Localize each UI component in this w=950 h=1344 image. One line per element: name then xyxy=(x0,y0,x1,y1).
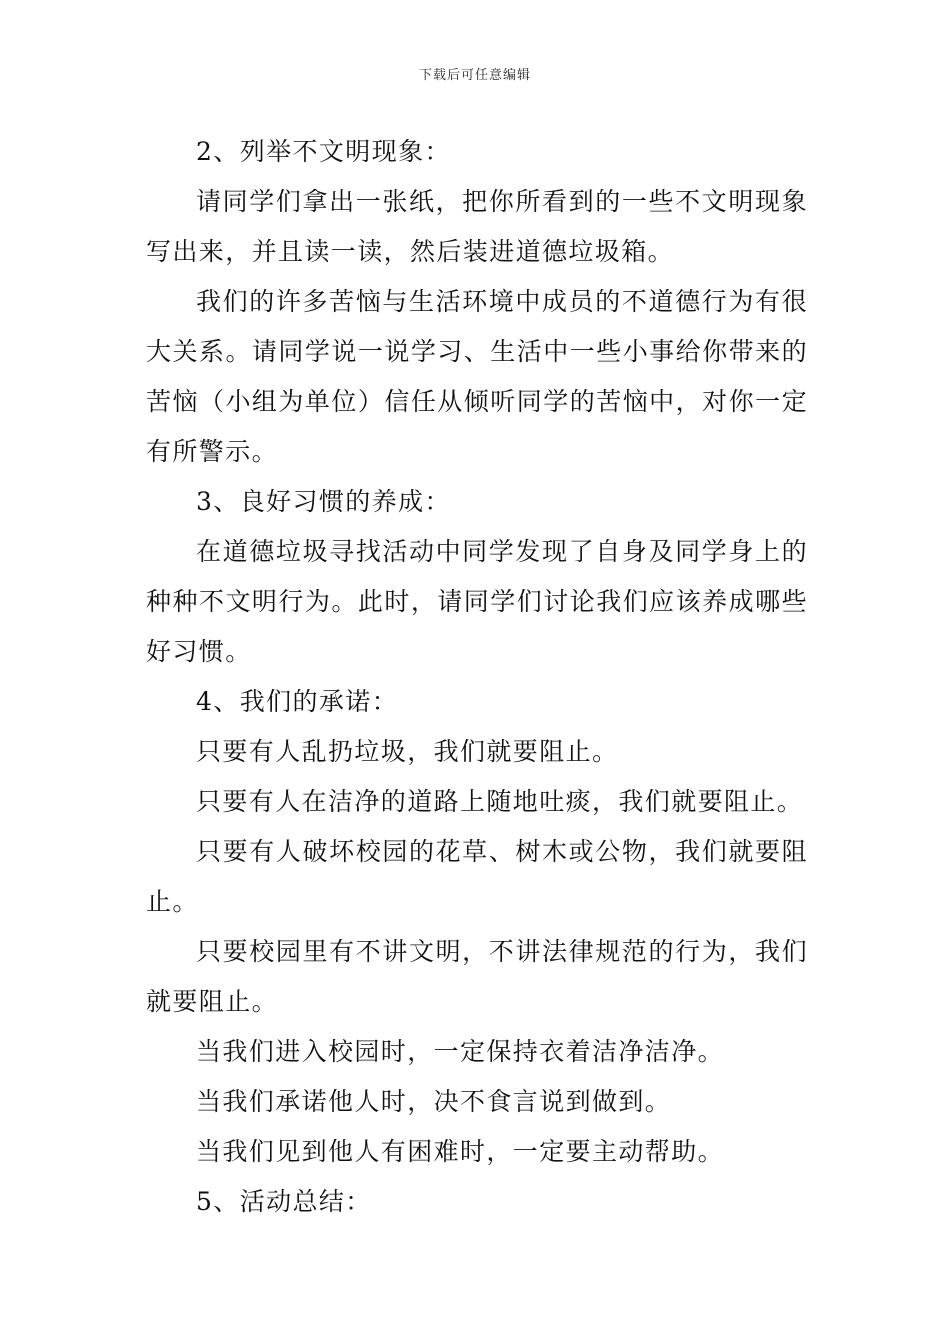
promise-line: 只要有人乱扔垃圾，我们就要阻止。 xyxy=(196,737,619,766)
section-heading-5: 5、活动总结： xyxy=(196,1187,372,1216)
promise-line: 当我们承诺他人时，决不食言说到做到。 xyxy=(196,1087,672,1116)
promise-line: 只要有人破坏校园的花草、树木或公物，我们就要阻止。 xyxy=(146,837,808,916)
section-heading-4: 4、我们的承诺： xyxy=(196,687,399,716)
document-body xyxy=(146,127,808,1227)
page-header: 下载后可任意编辑 xyxy=(418,68,531,83)
promise-line: 只要校园里有不讲文明，不讲法律规范的行为，我们就要阻止。 xyxy=(146,937,808,1016)
promise-line: 只要有人在洁净的道路上随地吐痰，我们就要阻止。 xyxy=(196,787,804,816)
section-heading-2: 2、列举不文明现象： xyxy=(196,137,451,166)
paragraph: 请同学们拿出一张纸，把你所看到的一些不文明现象写出来，并且读一读，然后装进道德垃圾箱。 xyxy=(146,187,808,266)
section-heading-3: 3、良好习惯的养成： xyxy=(196,487,451,516)
paragraph: 在道德垃圾寻找活动中同学发现了自身及同学身上的种种不文明行为。此时，请同学们讨论我们应该养成哪些好习惯。 xyxy=(146,537,808,666)
paragraph: 我们的许多苦恼与生活环境中成员的不道德行为有很大关系。请同学说一说学习、生活中一些小事给你带来的苦恼（小组为单位）信任从倾听同学的苦恼中，对你一定有所警示。 xyxy=(146,287,808,466)
promise-line: 当我们进入校园时，一定保持衣着洁净洁净。 xyxy=(196,1037,725,1066)
promise-line: 当我们见到他人有困难时，一定要主动帮助。 xyxy=(196,1137,725,1166)
